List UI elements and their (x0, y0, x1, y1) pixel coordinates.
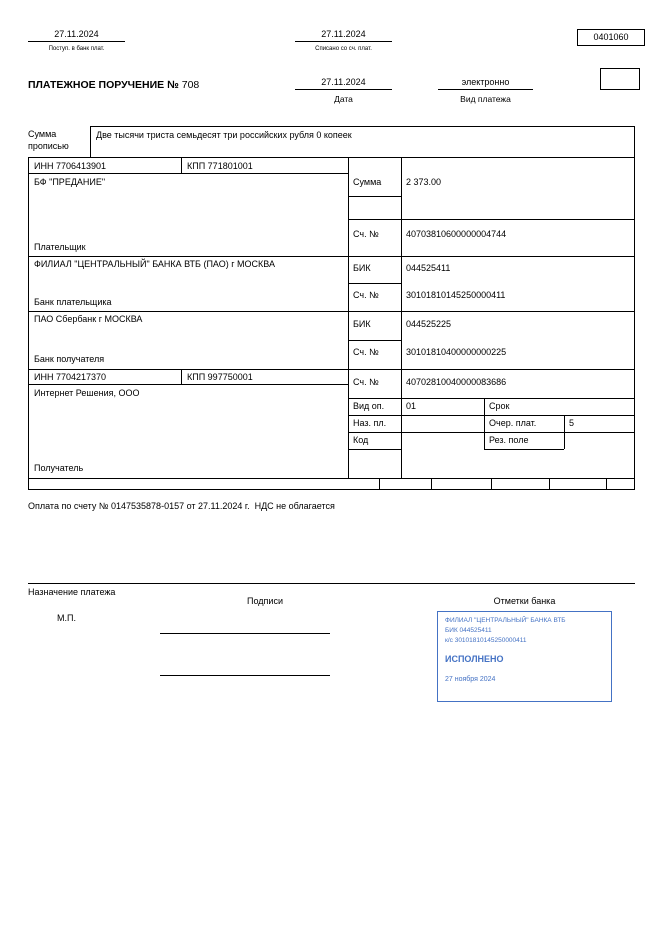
payee-caption: Получатель (34, 463, 84, 473)
grid-line (348, 158, 349, 478)
stamp-bik: БИК 044525411 (445, 626, 492, 634)
grid-line (348, 196, 401, 197)
term-caption: Срок (489, 401, 510, 411)
amount-value: 2 373.00 (406, 177, 442, 187)
account-caption: Сч. № (353, 377, 379, 387)
bank-stamp (437, 611, 612, 702)
grid-line (606, 478, 607, 489)
grid-line (491, 478, 492, 489)
op-kind-caption: Вид оп. (353, 401, 385, 411)
stamp-corr-account: к/с 30101810145250000411 (445, 636, 527, 644)
signatures-caption: Подписи (247, 596, 283, 606)
order-date: 27.11.2024 (295, 77, 392, 90)
purpose-code-caption: Наз. пл. (353, 418, 387, 428)
order-number: 708 (181, 79, 200, 91)
signature-line-1 (160, 633, 330, 634)
grid-line (348, 432, 634, 433)
grid-line (348, 398, 634, 399)
payer-name: БФ "ПРЕДАНИЕ" (34, 177, 106, 187)
grid-line (181, 369, 182, 384)
payer-caption: Плательщик (34, 242, 86, 252)
purpose-text: Оплата по счету № 0147535878-0157 от 27.11.2024 г. НДС не облагается (28, 501, 335, 511)
grid-line (348, 283, 401, 284)
grid-line (181, 158, 182, 173)
payment-type-box (600, 68, 640, 90)
grid-line (431, 478, 432, 489)
grid-line (348, 219, 634, 220)
payer-bank-caption: Банк плательщика (34, 297, 112, 307)
grid-line (401, 158, 402, 478)
grid-line (29, 256, 634, 257)
account-caption: Сч. № (353, 347, 379, 357)
account-caption: Сч. № (353, 229, 379, 239)
received-date: 27.11.2024 (28, 29, 125, 42)
grid-line (29, 369, 634, 370)
payee-name: Интернет Решения, ООО (34, 388, 140, 398)
priority-caption: Очер. плат. (489, 418, 537, 428)
amount-caption: Сумма (353, 177, 382, 187)
payee-account: 40702810040000083686 (406, 377, 507, 387)
payee-bank-account: 30101810400000000225 (406, 347, 507, 357)
payee-kpp: КПП 997750001 (187, 372, 253, 382)
payer-account: 40703810600000004744 (406, 229, 507, 239)
purpose-divider (28, 583, 635, 584)
code-caption: Код (353, 435, 369, 445)
payment-kind-caption: Вид платежа (460, 94, 511, 104)
reserve-field-caption: Рез. поле (489, 435, 529, 445)
stamp-status: ИСПОЛНЕНО (445, 654, 504, 665)
grid-line (29, 478, 634, 479)
form-code-box: 0401060 (577, 29, 645, 46)
order-title (28, 79, 199, 92)
payee-inn: ИНН 7704217370 (34, 372, 107, 382)
bik-caption: БИК (353, 319, 371, 329)
grid-line (348, 340, 401, 341)
grid-line (379, 478, 380, 489)
payer-bank-bik: 044525411 (406, 263, 451, 273)
received-date-caption: Поступ. в банк плат. (48, 46, 105, 52)
grid-line (29, 173, 348, 174)
grid-line (29, 311, 634, 312)
grid-line (484, 449, 564, 450)
grid-line (348, 415, 634, 416)
order-title-label: ПЛАТЕЖНОЕ ПОРУЧЕНИЕ № (28, 79, 179, 91)
account-caption: Сч. № (353, 290, 379, 300)
order-date-caption: Дата (334, 94, 353, 104)
amount-words-box: Две тысячи триста семьдесят три российских рубля 0 копеек (90, 126, 635, 157)
payer-bank-account: 30101810145250000411 (406, 290, 506, 300)
payee-bank-caption: Банк получателя (34, 354, 105, 364)
amount-words-label-2: прописью (28, 141, 69, 151)
bik-caption: БИК (353, 263, 371, 273)
debited-date: 27.11.2024 (295, 29, 392, 42)
op-kind-value: 01 (406, 401, 417, 411)
grid-line (484, 398, 485, 449)
signature-line-2 (160, 675, 330, 676)
main-table (28, 157, 635, 490)
bank-marks-caption: Отметки банка (493, 596, 556, 606)
payee-bank-name: ПАО Сбербанк г МОСКВА (34, 314, 143, 324)
stamp-date: 27 ноября 2024 (445, 675, 496, 683)
payer-bank-name: ФИЛИАЛ "ЦЕНТРАЛЬНЫЙ" БАНКА ВТБ (ПАО) г МОСКВА (34, 259, 275, 269)
payee-bank-bik: 044525225 (406, 319, 452, 329)
stamp-bank-name: ФИЛИАЛ "ЦЕНТРАЛЬНЫЙ" БАНКА ВТБ (445, 617, 566, 624)
payer-kpp: КПП 771801001 (187, 161, 253, 171)
payer-inn: ИНН 7706413901 (34, 161, 107, 171)
mp-caption: М.П. (57, 613, 76, 623)
grid-line (348, 449, 401, 450)
priority-value: 5 (569, 418, 575, 428)
debited-date-caption: Списано со сч. плат. (315, 46, 372, 52)
amount-words-label-1: Сумма (28, 129, 57, 139)
grid-line (549, 478, 550, 489)
payment-kind: электронно (438, 77, 533, 90)
grid-line (29, 384, 348, 385)
purpose-caption: Назначение платежа (28, 587, 116, 597)
